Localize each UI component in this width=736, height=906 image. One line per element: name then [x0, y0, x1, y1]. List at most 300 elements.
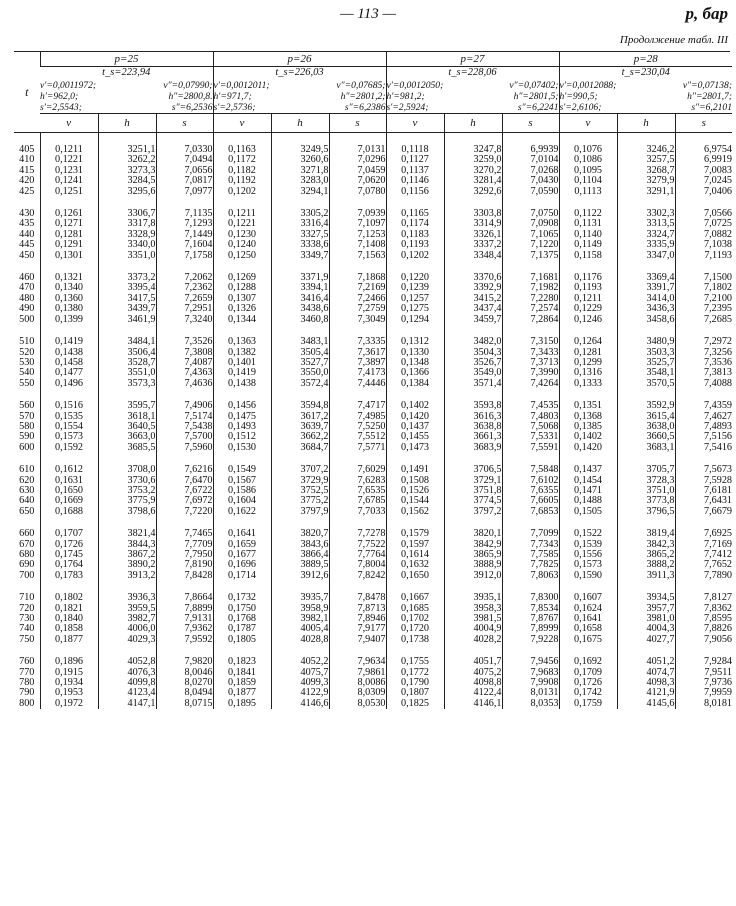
table-row [14, 571, 732, 581]
specific-volume-cell: 0,1650 [40, 486, 98, 496]
enthalpy-cell: 3912,0 [444, 571, 502, 581]
enthalpy-cell: 3753,2 [98, 486, 156, 496]
enthalpy-cell: 3302,3 [617, 209, 675, 219]
entropy-cell: 7,2972 [675, 337, 732, 347]
enthalpy-cell: 3866,4 [271, 550, 329, 560]
specific-volume-cell: 0,1859 [213, 678, 271, 688]
entropy-cell: 7,9820 [156, 657, 213, 667]
enthalpy-cell: 3391,7 [617, 283, 675, 293]
column-label: s [156, 114, 213, 133]
specific-volume-cell: 0,1454 [559, 476, 617, 486]
enthalpy-cell: 3551,0 [98, 368, 156, 378]
enthalpy-cell: 4028,2 [444, 635, 502, 645]
entropy-cell: 7,3335 [329, 337, 386, 347]
entropy-cell: 7,8004 [329, 560, 386, 570]
table-row [14, 465, 732, 475]
specific-volume-cell: 0,1385 [559, 422, 617, 432]
enthalpy-cell: 3982,1 [271, 614, 329, 624]
table-row [14, 699, 732, 709]
enthalpy-cell: 3348,4 [444, 251, 502, 261]
enthalpy-cell: 3351,0 [98, 251, 156, 261]
entropy-cell: 7,8999 [502, 624, 559, 634]
enthalpy-cell: 3708,0 [98, 465, 156, 475]
temperature-cell: 415 [19, 164, 35, 176]
specific-volume-cell: 0,1360 [40, 294, 98, 304]
specific-volume-cell: 0,1840 [40, 614, 98, 624]
specific-volume-cell: 0,1607 [559, 593, 617, 603]
specific-volume-cell: 0,1522 [559, 529, 617, 539]
enthalpy-cell: 3528,7 [98, 358, 156, 368]
entropy-cell: 7,2062 [156, 273, 213, 283]
enthalpy-cell: 3660,5 [617, 432, 675, 442]
enthalpy-cell: 3638,0 [617, 422, 675, 432]
entropy-cell: 7,5928 [675, 476, 732, 486]
entropy-cell: 8,0086 [329, 678, 386, 688]
entropy-cell: 7,0780 [329, 187, 386, 197]
entropy-cell: 7,8478 [329, 593, 386, 603]
specific-volume-cell: 0,1488 [559, 496, 617, 506]
specific-volume-cell: 0,1823 [213, 657, 271, 667]
column-label: h [271, 114, 329, 133]
specific-volume-cell: 0,1675 [559, 635, 617, 645]
enthalpy-cell: 3773,8 [617, 496, 675, 506]
specific-volume-cell: 0,1745 [40, 550, 98, 560]
enthalpy-cell: 3571,4 [444, 379, 502, 389]
entropy-cell: 7,7950 [156, 550, 213, 560]
enthalpy-cell: 3246,2 [617, 145, 675, 155]
enthalpy-cell: 4051,2 [617, 657, 675, 667]
enthalpy-cell: 3797,9 [271, 507, 329, 517]
temperature-cell: 520 [19, 346, 35, 358]
enthalpy-cell: 3460,8 [271, 315, 329, 325]
specific-volume-cell: 0,1825 [386, 699, 444, 709]
specific-volume-cell: 0,1526 [386, 486, 444, 496]
temperature-cell: 610 [19, 464, 35, 476]
steam-table [14, 52, 732, 709]
specific-volume-cell: 0,1604 [213, 496, 271, 506]
enthalpy-cell: 3395,4 [98, 283, 156, 293]
enthalpy-cell: 3570,5 [617, 379, 675, 389]
entropy-cell: 7,1193 [675, 251, 732, 261]
specific-volume-cell: 0,1677 [213, 550, 271, 560]
entropy-cell: 6,9754 [675, 145, 732, 155]
specific-volume-cell: 0,1275 [386, 304, 444, 314]
enthalpy-cell: 3259,0 [444, 155, 502, 165]
saturation-temperature: t_s=226,03 [275, 67, 324, 78]
enthalpy-cell: 3798,6 [98, 507, 156, 517]
saturation-value: h′=971,7; [213, 91, 252, 102]
enthalpy-cell: 4122,9 [271, 688, 329, 698]
specific-volume-cell: 0,1316 [559, 368, 617, 378]
specific-volume-cell: 0,1475 [213, 412, 271, 422]
enthalpy-cell: 3262,2 [98, 155, 156, 165]
enthalpy-cell: 4074,7 [617, 668, 675, 678]
specific-volume-cell: 0,1257 [386, 294, 444, 304]
specific-volume-cell: 0,1402 [559, 432, 617, 442]
specific-volume-cell: 0,1787 [213, 624, 271, 634]
specific-volume-cell: 0,1702 [386, 614, 444, 624]
specific-volume-cell: 0,1366 [386, 368, 444, 378]
table-row [14, 315, 732, 325]
specific-volume-cell: 0,1250 [213, 251, 271, 261]
specific-volume-cell: 0,1333 [559, 379, 617, 389]
specific-volume-cell: 0,1658 [559, 624, 617, 634]
entropy-cell: 7,9592 [156, 635, 213, 645]
pressure-group-header: p=27 [386, 52, 559, 67]
saturation-value: v″=0,07402; [509, 80, 559, 91]
temperature-cell: 720 [19, 602, 35, 614]
specific-volume-cell: 0,1193 [386, 240, 444, 250]
entropy-cell: 7,5156 [675, 432, 732, 442]
enthalpy-cell: 3638,8 [444, 422, 502, 432]
entropy-cell: 7,5771 [329, 443, 386, 453]
continuation-note: Продолжение табл. III [619, 34, 728, 46]
saturation-temperature: t_s=228,06 [448, 67, 497, 78]
enthalpy-cell: 3775,2 [271, 496, 329, 506]
enthalpy-cell: 3888,2 [617, 560, 675, 570]
enthalpy-cell: 3819,4 [617, 529, 675, 539]
column-label: s [675, 114, 732, 133]
specific-volume-cell: 0,1271 [40, 219, 98, 229]
enthalpy-cell: 4122,4 [444, 688, 502, 698]
entropy-cell: 7,6853 [502, 507, 559, 517]
specific-volume-cell: 0,1742 [559, 688, 617, 698]
enthalpy-cell: 3573,3 [98, 379, 156, 389]
specific-volume-cell: 0,1586 [213, 486, 271, 496]
entropy-cell: 7,9456 [502, 657, 559, 667]
entropy-cell: 7,9959 [675, 688, 732, 698]
specific-volume-cell: 0,1641 [213, 529, 271, 539]
entropy-cell: 7,8242 [329, 571, 386, 581]
entropy-cell: 7,2951 [156, 304, 213, 314]
table-row [14, 337, 732, 347]
enthalpy-cell: 3257,5 [617, 155, 675, 165]
specific-volume-cell: 0,1146 [386, 176, 444, 186]
specific-volume-cell: 0,1669 [40, 496, 98, 506]
entropy-cell: 7,8595 [675, 614, 732, 624]
enthalpy-cell: 3616,3 [444, 412, 502, 422]
temperature-cell: 550 [19, 377, 35, 389]
specific-volume-cell: 0,1726 [559, 678, 617, 688]
enthalpy-cell: 3934,5 [617, 593, 675, 603]
entropy-cell: 7,4087 [156, 358, 213, 368]
enthalpy-cell: 3458,6 [617, 315, 675, 325]
specific-volume-cell: 0,1750 [213, 604, 271, 614]
temperature-cell: 410 [19, 154, 35, 166]
specific-volume-cell: 0,1086 [559, 155, 617, 165]
specific-volume-cell: 0,1612 [40, 465, 98, 475]
enthalpy-cell: 3373,2 [98, 273, 156, 283]
entropy-cell: 7,7709 [156, 540, 213, 550]
enthalpy-cell: 3842,3 [617, 540, 675, 550]
specific-volume-cell: 0,1321 [40, 273, 98, 283]
entropy-cell: 7,1802 [675, 283, 732, 293]
enthalpy-cell: 3526,7 [444, 358, 502, 368]
entropy-cell: 7,1500 [675, 273, 732, 283]
entropy-cell: 7,3813 [675, 368, 732, 378]
specific-volume-cell: 0,1759 [559, 699, 617, 709]
enthalpy-cell: 3867,2 [98, 550, 156, 560]
enthalpy-cell: 3775,9 [98, 496, 156, 506]
specific-volume-cell: 0,1165 [386, 209, 444, 219]
temperature-cell: 540 [19, 367, 35, 379]
entropy-cell: 7,9407 [329, 635, 386, 645]
entropy-cell: 7,0882 [675, 230, 732, 240]
entropy-cell: 7,6355 [502, 486, 559, 496]
specific-volume-cell: 0,1473 [386, 443, 444, 453]
specific-volume-cell: 0,1614 [386, 550, 444, 560]
entropy-cell: 7,0566 [675, 209, 732, 219]
specific-volume-cell: 0,1471 [559, 486, 617, 496]
specific-volume-cell: 0,1573 [559, 560, 617, 570]
enthalpy-cell: 3347,0 [617, 251, 675, 261]
enthalpy-cell: 3480,9 [617, 337, 675, 347]
enthalpy-cell: 3392,9 [444, 283, 502, 293]
entropy-cell: 7,7465 [156, 529, 213, 539]
entropy-cell: 7,2466 [329, 294, 386, 304]
entropy-cell: 7,3897 [329, 358, 386, 368]
enthalpy-cell: 3911,3 [617, 571, 675, 581]
saturation-value: s″=6,2241 [517, 102, 559, 113]
table-header [14, 52, 732, 133]
entropy-cell: 7,3256 [675, 348, 732, 358]
entropy-cell: 7,8946 [329, 614, 386, 624]
specific-volume-cell: 0,1915 [40, 668, 98, 678]
entropy-cell: 7,4717 [329, 401, 386, 411]
entropy-cell: 7,9284 [675, 657, 732, 667]
enthalpy-cell: 3527,7 [271, 358, 329, 368]
entropy-cell: 7,4985 [329, 412, 386, 422]
entropy-cell: 7,8713 [329, 604, 386, 614]
entropy-cell: 7,2362 [156, 283, 213, 293]
enthalpy-cell: 4099,3 [271, 678, 329, 688]
saturation-value: h″=2801,2; [340, 91, 386, 102]
entropy-cell: 7,0104 [502, 155, 559, 165]
enthalpy-cell: 3371,9 [271, 273, 329, 283]
enthalpy-cell: 3416,4 [271, 294, 329, 304]
enthalpy-cell: 3548,1 [617, 368, 675, 378]
specific-volume-cell: 0,1149 [559, 240, 617, 250]
enthalpy-cell: 3260,6 [271, 155, 329, 165]
entropy-cell: 7,5331 [502, 432, 559, 442]
enthalpy-cell: 3936,3 [98, 593, 156, 603]
enthalpy-cell: 3370,6 [444, 273, 502, 283]
temperature-cell: 670 [19, 538, 35, 550]
enthalpy-cell: 3842,9 [444, 540, 502, 550]
specific-volume-cell: 0,1104 [559, 176, 617, 186]
saturation-value: v″=0,07685; [336, 80, 386, 91]
enthalpy-cell: 3615,4 [617, 412, 675, 422]
column-label: v [213, 114, 271, 133]
specific-volume-cell: 0,1384 [386, 379, 444, 389]
temperature-cell: 500 [19, 313, 35, 325]
enthalpy-cell: 4027,7 [617, 635, 675, 645]
saturation-value: h″=2800,8. [168, 91, 213, 102]
temperature-cell: 480 [19, 292, 35, 304]
specific-volume-cell: 0,1137 [386, 166, 444, 176]
entropy-cell: 7,4636 [156, 379, 213, 389]
enthalpy-cell: 3438,6 [271, 304, 329, 314]
entropy-cell: 8,0353 [502, 699, 559, 709]
entropy-cell: 7,0459 [329, 166, 386, 176]
enthalpy-cell: 3662,2 [271, 432, 329, 442]
enthalpy-cell: 3550,0 [271, 368, 329, 378]
temperature-cell: 420 [19, 175, 35, 187]
column-label: s [502, 114, 559, 133]
specific-volume-cell: 0,1401 [213, 358, 271, 368]
enthalpy-cell: 3251,1 [98, 145, 156, 155]
specific-volume-cell: 0,1182 [213, 166, 271, 176]
specific-volume-cell: 0,1368 [559, 412, 617, 422]
specific-volume-cell: 0,1211 [213, 209, 271, 219]
enthalpy-cell: 3295,6 [98, 187, 156, 197]
entropy-cell: 7,4088 [675, 379, 732, 389]
entropy-cell: 7,2659 [156, 294, 213, 304]
specific-volume-cell: 0,1382 [213, 348, 271, 358]
entropy-cell: 7,3526 [156, 337, 213, 347]
specific-volume-cell: 0,1738 [386, 635, 444, 645]
entropy-cell: 7,1449 [156, 230, 213, 240]
enthalpy-cell: 3594,8 [271, 401, 329, 411]
specific-volume-cell: 0,1841 [213, 668, 271, 678]
entropy-cell: 7,9511 [675, 668, 732, 678]
specific-volume-cell: 0,1131 [559, 219, 617, 229]
entropy-cell: 7,1220 [502, 240, 559, 250]
specific-volume-cell: 0,1288 [213, 283, 271, 293]
entropy-cell: 7,6785 [329, 496, 386, 506]
specific-volume-cell: 0,1438 [213, 379, 271, 389]
entropy-cell: 7,2100 [675, 294, 732, 304]
specific-volume-cell: 0,1301 [40, 251, 98, 261]
entropy-cell: 8,0715 [156, 699, 213, 709]
specific-volume-cell: 0,1688 [40, 507, 98, 517]
temperature-cell: 450 [19, 249, 35, 261]
entropy-cell: 7,3536 [675, 358, 732, 368]
entropy-cell: 7,7585 [502, 550, 559, 560]
entropy-cell: 7,4359 [675, 401, 732, 411]
entropy-cell: 7,9908 [502, 678, 559, 688]
specific-volume-cell: 0,1821 [40, 604, 98, 614]
specific-volume-cell: 0,1709 [559, 668, 617, 678]
entropy-cell: 7,0330 [156, 145, 213, 155]
enthalpy-cell: 4146,1 [444, 699, 502, 709]
enthalpy-cell: 3294,1 [271, 187, 329, 197]
specific-volume-cell: 0,1269 [213, 273, 271, 283]
entropy-cell: 7,1758 [156, 251, 213, 261]
entropy-cell: 7,0296 [329, 155, 386, 165]
specific-volume-cell: 0,1632 [386, 560, 444, 570]
saturation-info [40, 67, 213, 114]
enthalpy-cell: 3981,0 [617, 614, 675, 624]
entropy-cell: 7,8428 [156, 571, 213, 581]
column-label: h [444, 114, 502, 133]
entropy-cell: 7,0406 [675, 187, 732, 197]
enthalpy-cell: 3729,9 [271, 476, 329, 486]
entropy-cell: 7,9362 [156, 624, 213, 634]
entropy-cell: 8,0046 [156, 668, 213, 678]
temperature-cell: 660 [19, 528, 35, 540]
enthalpy-cell: 3617,2 [271, 412, 329, 422]
temperature-cell: 470 [19, 282, 35, 294]
enthalpy-cell: 3935,7 [271, 593, 329, 603]
specific-volume-cell: 0,1573 [40, 432, 98, 442]
temperature-cell: 405 [19, 144, 35, 155]
entropy-cell: 7,7220 [156, 507, 213, 517]
enthalpy-cell: 3369,4 [617, 273, 675, 283]
specific-volume-cell: 0,1972 [40, 699, 98, 709]
enthalpy-cell: 3728,3 [617, 476, 675, 486]
saturation-value: s″=6,2101 [691, 102, 733, 113]
entropy-cell: 7,7278 [329, 529, 386, 539]
specific-volume-cell: 0,1351 [559, 401, 617, 411]
enthalpy-cell: 3592,9 [617, 401, 675, 411]
specific-volume-cell: 0,1140 [559, 230, 617, 240]
table-row [14, 379, 732, 389]
entropy-cell: 7,1408 [329, 240, 386, 250]
specific-volume-cell: 0,1790 [386, 678, 444, 688]
saturation-value: s′=2,5924; [386, 102, 429, 113]
temperature-cell: 700 [19, 569, 35, 581]
entropy-cell: 7,5673 [675, 465, 732, 475]
saturation-value: s″=6,2386 [344, 102, 386, 113]
entropy-cell: 7,8362 [675, 604, 732, 614]
enthalpy-cell: 4004,9 [444, 624, 502, 634]
entropy-cell: 7,0131 [329, 145, 386, 155]
specific-volume-cell: 0,1696 [213, 560, 271, 570]
specific-volume-cell: 0,1348 [386, 358, 444, 368]
entropy-cell: 7,2280 [502, 294, 559, 304]
enthalpy-cell: 3305,2 [271, 209, 329, 219]
entropy-cell: 6,9939 [502, 145, 559, 155]
entropy-cell: 7,1868 [329, 273, 386, 283]
enthalpy-cell: 4123,4 [98, 688, 156, 698]
specific-volume-cell: 0,1307 [213, 294, 271, 304]
specific-volume-cell: 0,1380 [40, 304, 98, 314]
specific-volume-cell: 0,1755 [386, 657, 444, 667]
saturation-value: h′=981,2; [386, 91, 425, 102]
enthalpy-cell: 3349,7 [271, 251, 329, 261]
enthalpy-cell: 3284,5 [98, 176, 156, 186]
entropy-cell: 7,5068 [502, 422, 559, 432]
entropy-cell: 8,0181 [675, 699, 732, 709]
specific-volume-cell: 0,1508 [386, 476, 444, 486]
specific-volume-cell: 0,1261 [40, 209, 98, 219]
specific-volume-cell: 0,1567 [213, 476, 271, 486]
column-label: h [98, 114, 156, 133]
specific-volume-cell: 0,1122 [559, 209, 617, 219]
enthalpy-cell: 4147,1 [98, 699, 156, 709]
table-row [14, 507, 732, 517]
entropy-cell: 7,5250 [329, 422, 386, 432]
temperature-cell: 580 [19, 420, 35, 432]
entropy-cell: 8,0131 [502, 688, 559, 698]
entropy-cell: 7,4627 [675, 412, 732, 422]
specific-volume-cell: 0,1726 [40, 540, 98, 550]
specific-volume-cell: 0,1251 [40, 187, 98, 197]
table-body [14, 133, 732, 710]
specific-volume-cell: 0,1172 [213, 155, 271, 165]
enthalpy-cell: 3484,1 [98, 337, 156, 347]
enthalpy-cell: 3317,8 [98, 219, 156, 229]
temperature-cell: 650 [19, 505, 35, 517]
column-label: s [329, 114, 386, 133]
specific-volume-cell: 0,1934 [40, 678, 98, 688]
enthalpy-cell: 4075,2 [444, 668, 502, 678]
enthalpy-cell: 3820,7 [271, 529, 329, 539]
temperature-cell: 690 [19, 559, 35, 571]
enthalpy-cell: 3338,6 [271, 240, 329, 250]
specific-volume-cell: 0,1631 [40, 476, 98, 486]
